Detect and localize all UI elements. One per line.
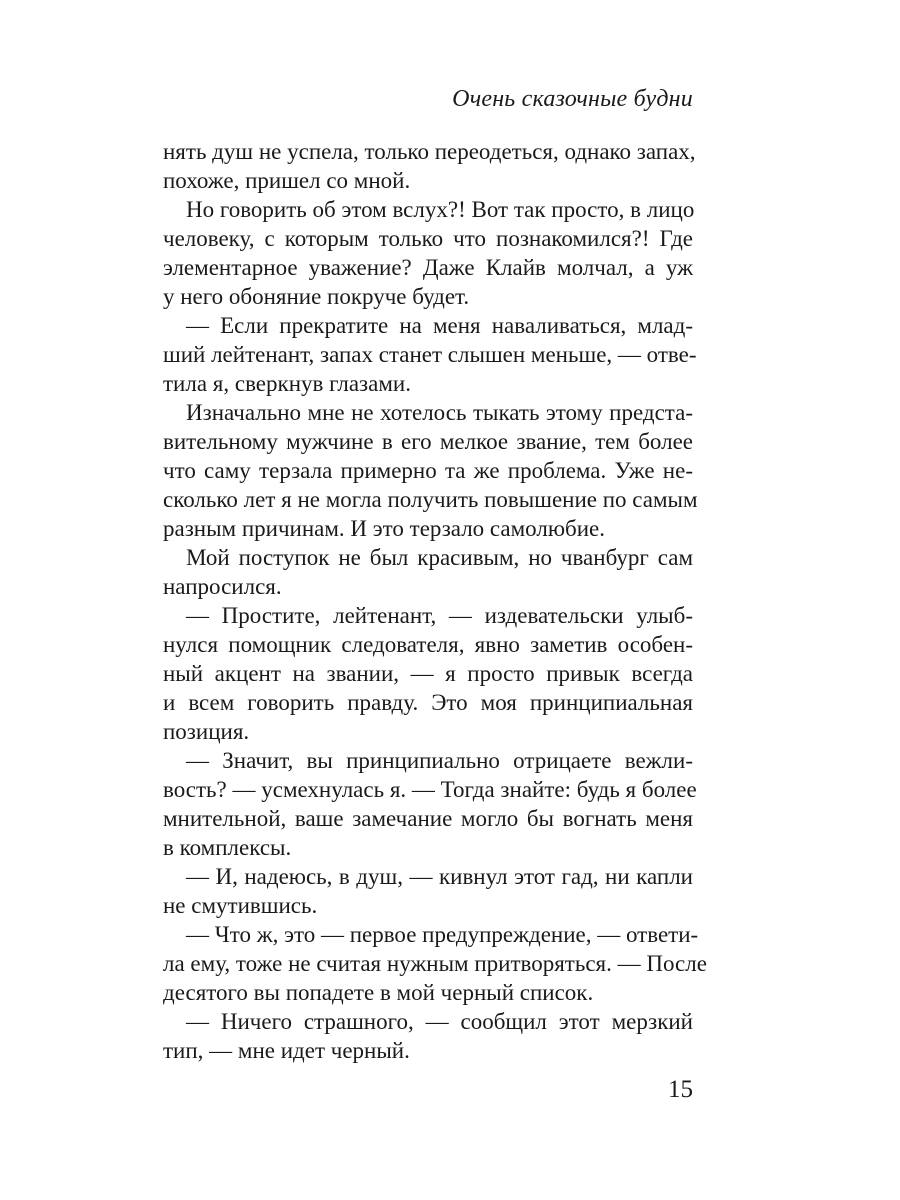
text-line: — Значит, вы принципиально отрицаете вежли-	[186, 748, 693, 773]
text-line: нулся помощник следователя, явно заметив особен-	[163, 632, 693, 657]
running-head: Очень сказочные будни	[452, 86, 693, 112]
text-line: элементарное уважение? Даже Клайв молчал, а уж	[163, 255, 693, 280]
text-line: напросился.	[163, 574, 282, 599]
text-line: вость? — усмехнулась я. — Тогда знайте: будь я более	[163, 777, 697, 802]
text-line: тила я, сверкнув глазами.	[163, 371, 411, 396]
text-line: ный акцент на звании, — я просто привык всегда	[163, 661, 693, 686]
text-line: — Простите, лейтенант, — издевательски улыб-	[186, 603, 693, 628]
text-line: тип, — мне идет черный.	[163, 1038, 410, 1063]
text-line: — И, надеюсь, в душ, — кивнул этот гад, ни капли	[186, 864, 693, 889]
text-line: мнительной, ваше замечание могло бы вогнать меня	[163, 806, 693, 831]
text-line: ла ему, тоже не считая нужным притворяться. — После	[163, 951, 707, 976]
text-line: у него обоняние покруче будет.	[163, 284, 470, 309]
page-number: 15	[668, 1076, 693, 1103]
text-line: вительному мужчине в его мелкое звание, тем более	[163, 429, 693, 454]
text-line: и всем говорить правду. Это моя принципиальная	[163, 690, 693, 715]
text-line: похоже, пришел со мной.	[163, 168, 411, 193]
text-line: — Ничего страшного, — сообщил этот мерзкий	[186, 1009, 693, 1034]
text-line: что саму терзала примерно та же проблема. Уже не-	[163, 458, 693, 483]
text-line: нять душ не успела, только переодеться, однако запах,	[163, 139, 696, 164]
text-line: в комплексы.	[163, 835, 292, 860]
text-line: разным причинам. И это терзало самолюбие.	[163, 516, 605, 541]
text-line: Мой поступок не был красивым, но чванбург сам	[186, 545, 693, 570]
text-line: Изначально мне не хотелось тыкать этому предста-	[186, 400, 693, 425]
text-line: Но говорить об этом вслух?! Вот так просто, в лицо	[186, 197, 695, 222]
text-line: сколько лет я не могла получить повышение по самым	[163, 487, 698, 512]
text-line: — Что ж, это — первое предупреждение, — ответи-	[186, 922, 699, 947]
text-line: человеку, с которым только что познакомился?! Где	[163, 226, 693, 251]
body-text	[163, 137, 707, 1065]
text-line: позиция.	[163, 719, 250, 744]
text-line: — Если прекратите на меня наваливаться, млад-	[186, 313, 693, 338]
text-line: ший лейтенант, запах станет слышен меньше, — отве-	[163, 342, 697, 367]
text-line: десятого вы попадете в мой черный список.	[163, 980, 594, 1005]
text-line: не смутившись.	[163, 893, 318, 918]
